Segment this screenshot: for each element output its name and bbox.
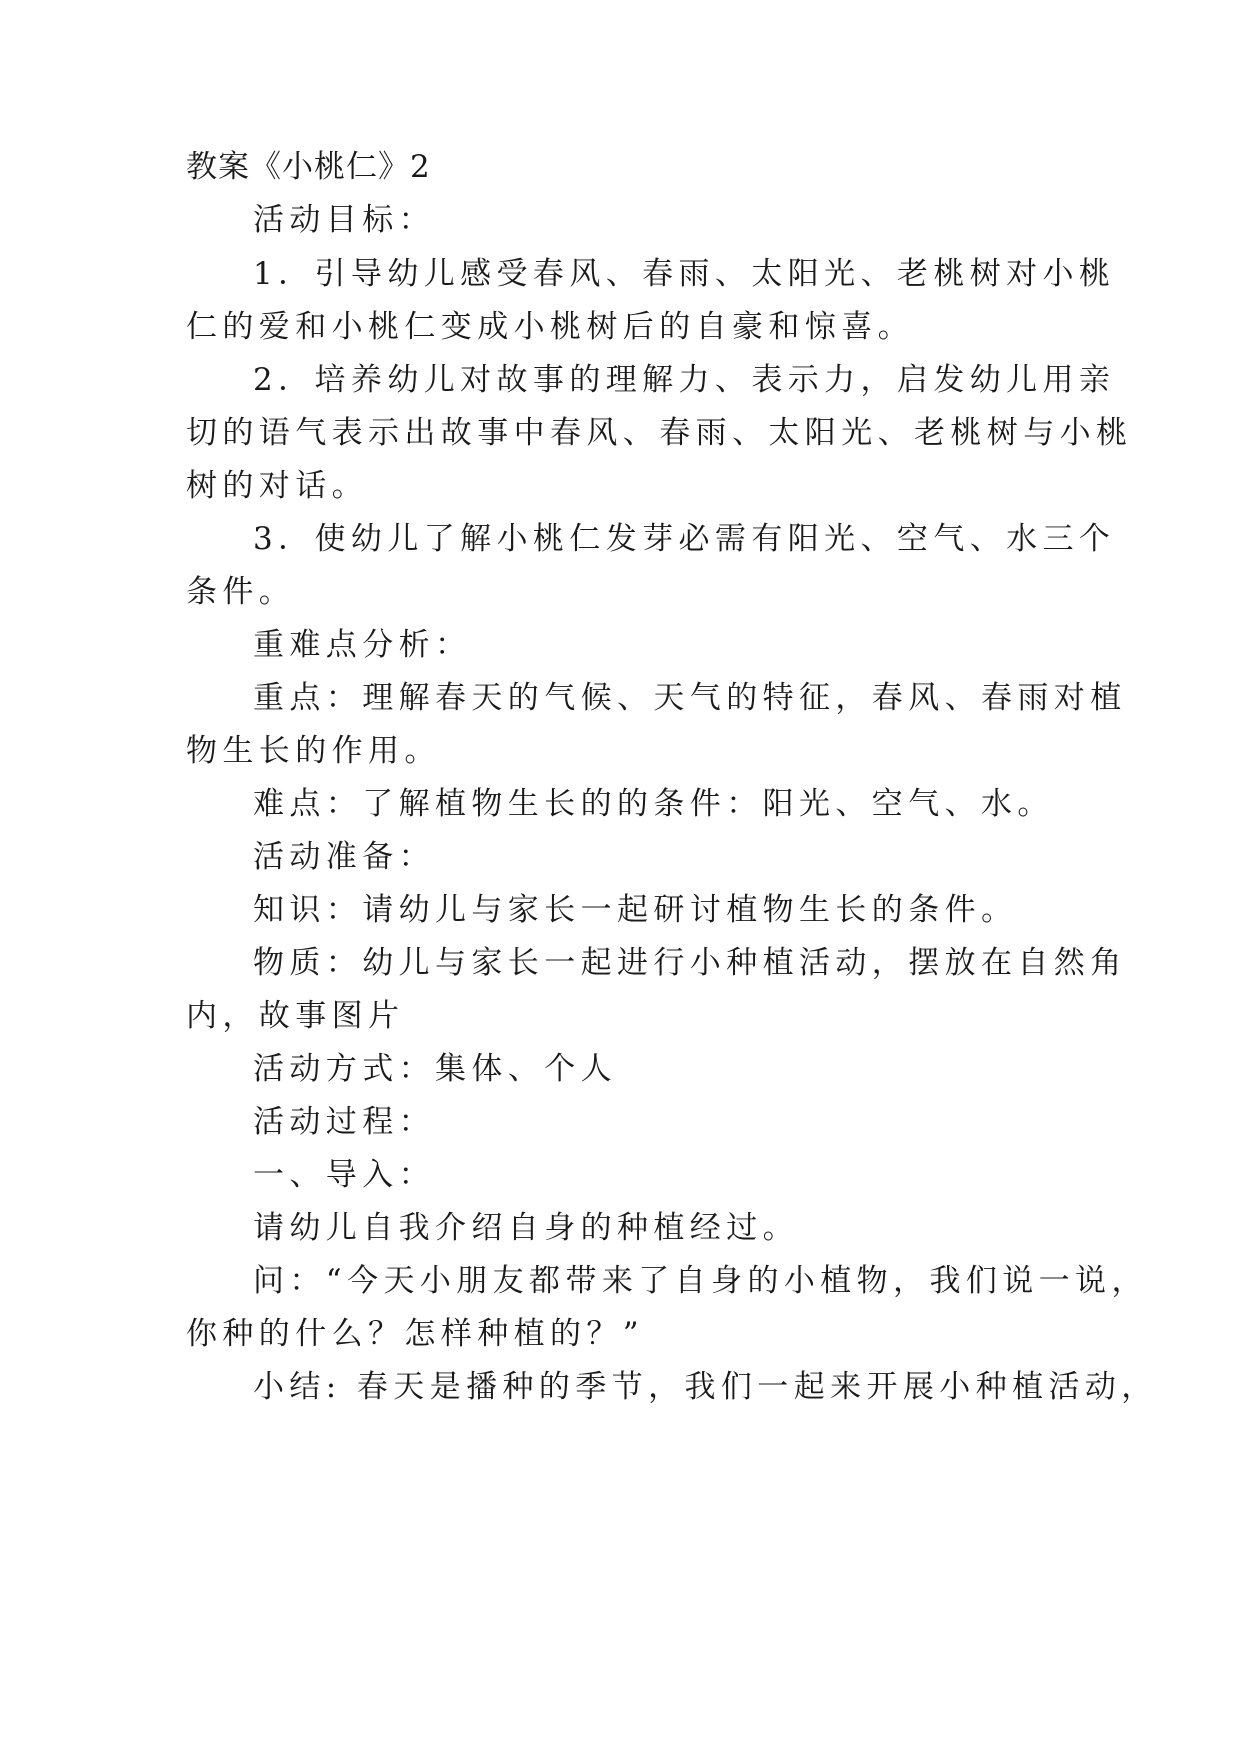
- paragraph-line: 重点：理解春天的气候、天气的特征，春风、春雨对植: [253, 680, 1127, 716]
- heading-introduction: 一、导入：: [253, 1157, 435, 1193]
- paragraph-line: 切的语气表示出故事中春风、春雨、太阳光、老桃树与小桃: [186, 415, 1133, 451]
- text-line: [0, 307, 1241, 347]
- text-line: [0, 572, 1241, 612]
- document-title-line: [0, 147, 1241, 187]
- text-line: [0, 1208, 1241, 1248]
- paragraph-line: 仁的爱和小桃仁变成小桃树后的自豪和惊喜。: [186, 309, 914, 345]
- paragraph-line: 问：“今天小朋友都带来了自身的小植物，我们说一说，: [253, 1263, 1148, 1299]
- paragraph-line: 小结: 春天是播种的季节，我们一起来开展小种植活动，: [253, 1369, 1158, 1405]
- text-line: [0, 200, 1241, 240]
- text-line: [0, 254, 1241, 294]
- text-line: [0, 1367, 1241, 1407]
- text-line: [0, 678, 1241, 718]
- paragraph-line: 内，故事图片: [186, 998, 405, 1034]
- text-line: [0, 519, 1241, 559]
- heading-activity-goals: 活动目标：: [253, 202, 435, 238]
- text-line: [0, 1155, 1241, 1195]
- paragraph-line: 活动方式：集体、个人: [253, 1051, 617, 1087]
- paragraph-line: 2．培养幼儿对故事的理解力、表示力，启发幼儿用亲: [253, 362, 1116, 398]
- text-line: [0, 1049, 1241, 1089]
- text-line: [0, 1102, 1241, 1142]
- document-title: 教案《小桃仁》2: [186, 149, 431, 185]
- heading-preparation: 活动准备：: [253, 839, 435, 875]
- text-line: [0, 996, 1241, 1036]
- text-line: [0, 625, 1241, 665]
- text-line: [0, 466, 1241, 506]
- paragraph-line: 3．使幼儿了解小桃仁发芽必需有阳光、空气、水三个: [253, 521, 1116, 557]
- text-line: [0, 784, 1241, 824]
- text-line: [0, 890, 1241, 930]
- heading-process: 活动过程：: [253, 1104, 435, 1140]
- text-line: [0, 360, 1241, 400]
- paragraph-line: 请幼儿自我介绍自身的种植经过。: [253, 1210, 799, 1246]
- heading-key-points: 重难点分析：: [253, 627, 472, 663]
- text-line: [0, 1261, 1241, 1301]
- paragraph-line: 条件。: [186, 574, 296, 610]
- paragraph-line: 物质：幼儿与家长一起进行小种植活动，摆放在自然角: [253, 945, 1127, 981]
- text-line: [0, 413, 1241, 453]
- text-line: [0, 1314, 1241, 1354]
- paragraph-line: 1．引导幼儿感受春风、春雨、太阳光、老桃树对小桃: [253, 256, 1116, 292]
- paragraph-line: 树的对话。: [186, 468, 368, 504]
- paragraph-line: 你种的什么？怎样种植的？”: [186, 1316, 645, 1352]
- text-line: [0, 731, 1241, 771]
- text-line: [0, 837, 1241, 877]
- paragraph-line: 物生长的作用。: [186, 733, 441, 769]
- paragraph-line: 难点：了解植物生长的的条件：阳光、空气、水。: [253, 786, 1054, 822]
- text-line: [0, 943, 1241, 983]
- paragraph-line: 知识：请幼儿与家长一起研讨植物生长的条件。: [253, 892, 1018, 928]
